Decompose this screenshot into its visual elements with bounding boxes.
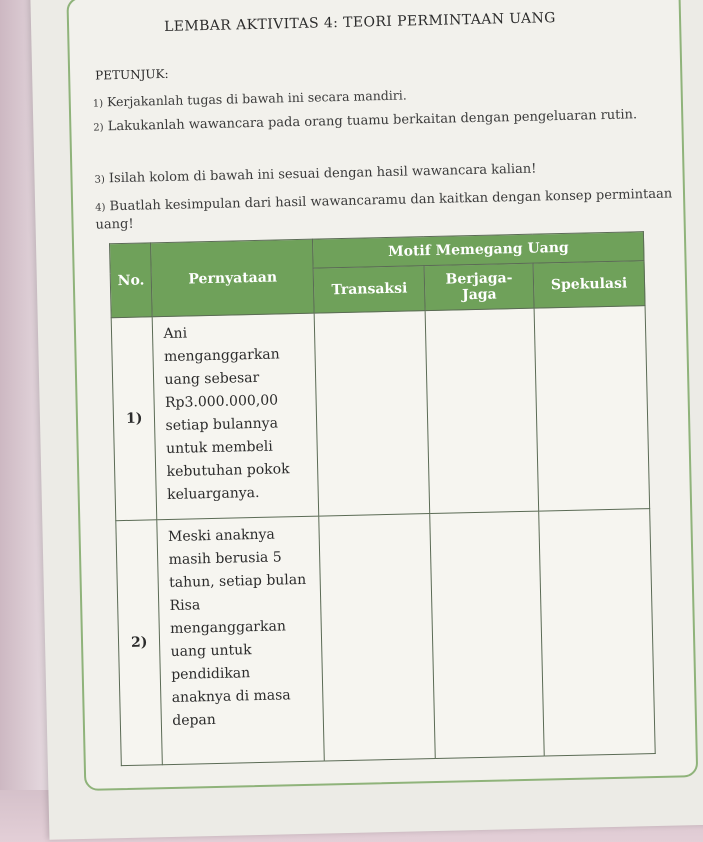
table-row [111,306,649,521]
row-statement: Meski anaknya masih berusia 5 tahun, setiap bulan Risa menganggarkan uang untuk pendidikan anaknya di masa depan [157,516,325,765]
page-title: LEMBAR AKTIVITAS 4: TEORI PERMINTAAN UANG [163,10,556,35]
header-group-motif: Motif Memegang Uang [313,232,644,268]
cell-berjaga-jaga[interactable] [425,308,538,513]
step-number: 2) [93,122,104,134]
step-number: 1) [92,98,104,110]
instruction-step-1 [93,86,407,112]
header-no: No. [110,243,153,318]
header-berjaga-jaga: Berjaga-Jaga [424,263,534,310]
instruction-step-4 [95,185,696,234]
activity-box [66,0,698,791]
book-page [30,0,703,840]
step-text: Kerjakanlah tugas di bawah ini secara mandiri. [106,87,407,110]
instructions-heading: PETUNJUK: [95,66,169,83]
row-statement: Ani menganggarkan uang sebesar Rp3.000.000,00 setiap bulannya untuk membeli kebutuhan pokok keluarganya. [153,313,320,520]
cell-berjaga-jaga[interactable] [430,511,544,758]
header-transaksi: Transaksi [314,266,426,314]
step-text: Buatlah kesimpulan dari hasil wawancaramu dan kaitkan dengan konsep permintaan uang! [95,186,673,233]
row-number: 2) [116,520,163,766]
row-number: 1) [111,317,157,521]
money-motive-table [109,231,656,766]
cell-spekulasi[interactable] [534,306,650,511]
cell-spekulasi[interactable] [539,509,655,756]
step-text: Isilah kolom di bawah ini sesuai dengan hasil wawancara kalian! [108,161,537,187]
cell-transaksi[interactable] [319,514,435,761]
header-statement: Pernyataan [151,239,315,317]
step-number: 3) [94,174,105,186]
header-spekulasi: Spekulasi [533,261,645,309]
cell-transaksi[interactable] [315,311,430,516]
step-text: Lakukanlah wawancara pada orang tuamu berkaitan dengan pengeluaran rutin. [107,107,638,135]
step-number: 4) [95,202,106,214]
table-row [116,509,655,766]
instruction-step-3 [94,161,536,189]
